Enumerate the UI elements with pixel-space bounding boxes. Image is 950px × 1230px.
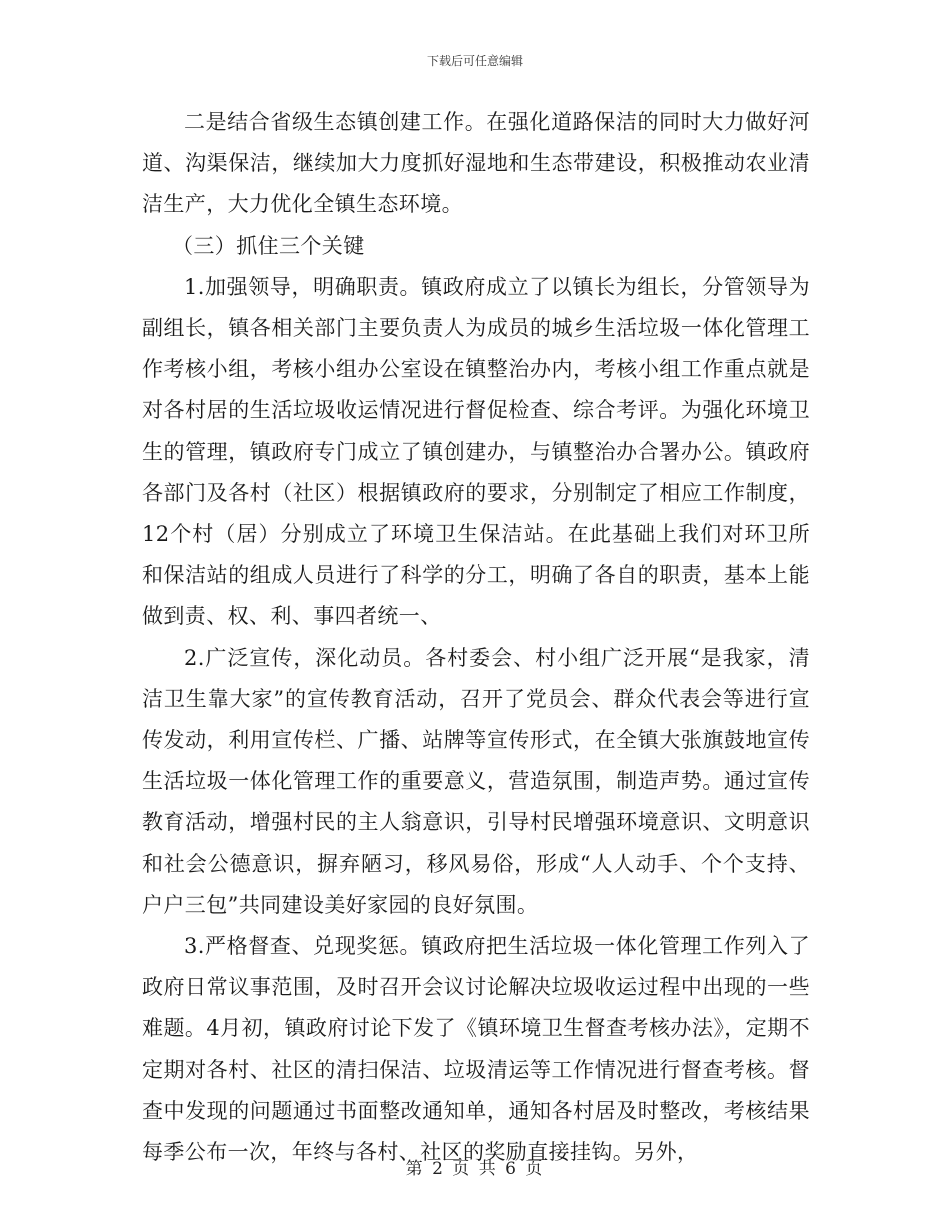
paragraph-supervision: 3.严格督查、兑现奖惩。镇政府把生活垃圾一体化管理工作列入了政府日常议事范围，及时召开会议讨论解决垃圾收运过程中出现的一些难题。4月初，镇政府讨论下发了《镇环境卫生督查考核办法》，定期不定期对各村、社区的清扫保洁、垃圾清运等工作情况进行督查考核。督查中发现的问题通过书面整改通知单，通知各村居及时整改，考核结果每季公布一次，年终与各村、社区的奖励直接挂钩。另外， [142, 934, 810, 1165]
paragraph-publicity: 2.广泛宣传，深化动员。各村委会、村小组广泛开展“是我家，清洁卫生靠大家”的宣传教育活动，召开了党员会、群众代表会等进行宣传发动，利用宣传栏、广播、站牌等宣传形式，在全镇大张旗鼓地宣传生活垃圾一体化管理工作的重要意义，营造氛围，制造声势。通过宣传教育活动，增强村民的主人翁意识，引导村民增强环境意识、文明意识和社会公德意识，摒弃陋习，移风易俗，形成“人人动手、个个支持、户户三包”共同建设美好家园的良好氛围。 [142, 645, 810, 917]
section-heading-three-keys: （三）抓住三个关键 [172, 233, 365, 258]
paragraph-leadership: 1.加强领导，明确职责。镇政府成立了以镇长为组长，分管领导为副组长，镇各相关部门主要负责人为成员的城乡生活垃圾一体化管理工作考核小组，考核小组办公室设在镇整治办内，考核小组工作重点就是对各村居的生活垃圾收运情况进行督促检查、综合考评。为强化环境卫生的管理，镇政府专门成立了镇创建办，与镇整治办合署办公。镇政府各部门及各村（社区）根据镇政府的要求，分别制定了相应工作制度，12个村（居）分别成立了环境卫生保洁站。在此基础上我们对环卫所和保洁站的组成人员进行了科学的分工，明确了各自的职责，基本上能做到责、权、利、事四者统一、 [142, 274, 810, 629]
document-body [142, 102, 810, 1173]
paragraph-eco-town: 二是结合省级生态镇创建工作。在强化道路保洁的同时大力做好河道、沟渠保洁，继续加大力度抓好湿地和生态带建设，积极推动农业清洁生产，大力优化全镇生态环境。 [142, 110, 810, 217]
page-footer: 第 2 页 共 6 页 [405, 1159, 545, 1179]
page-header: 下载后可任意编辑 [426, 54, 523, 68]
